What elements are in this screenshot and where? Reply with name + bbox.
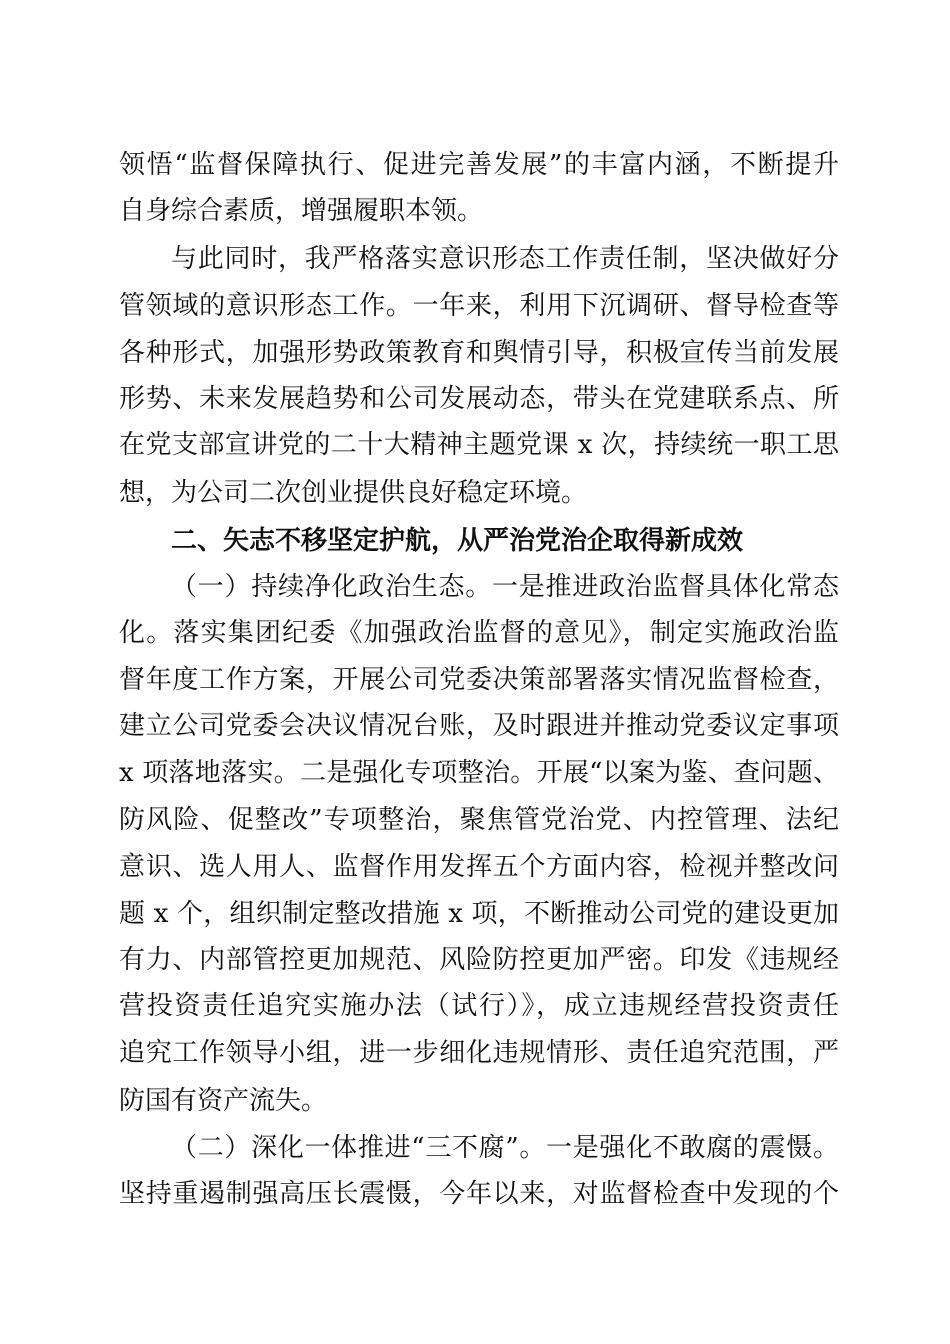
text-line: 领悟“监督保障执行、促进完善发展”的丰富内涵，不断提升: [119, 150, 839, 180]
text-line: 意识、选人用人、监督作用发挥五个方面内容，检视并整改问: [119, 852, 839, 882]
text-line: 各种形式，加强形势政策教育和舆情引导，积极宣传当前发展: [119, 338, 839, 368]
text-line: 防国有资产流失。: [119, 1086, 328, 1116]
text-line: 化。落实集团纪委《加强政治监督的意见》，制定实施政治监: [119, 618, 839, 648]
text-line: 防风险、促整改”专项整治，聚焦管党治党、内控管理、法纪: [119, 805, 839, 835]
text-line: 题 x 个，组织制定整改措施 x 项，不断推动公司党的建设更加: [119, 899, 839, 929]
text-line: 管领域的意识形态工作。一年来，利用下沉调研、督导检查等: [119, 291, 839, 321]
text-line: 在党支部宣讲党的二十大精神主题党课 x 次，持续统一职工思: [119, 430, 839, 460]
text-line: 形势、未来发展趋势和公司发展动态，带头在党建联系点、所: [119, 384, 839, 414]
text-line: 自身综合素质，增强履职本领。: [119, 196, 484, 226]
text-line: 坚持重遏制强高压长震慑，今年以来，对监督检查中发现的个: [119, 1179, 839, 1209]
section-heading: 二、矢志不移坚定护航，从严治党治企取得新成效: [171, 526, 744, 556]
paragraph-start-line: （一）持续净化政治生态。一是推进政治监督具体化常态: [171, 572, 839, 602]
text-line: 追究工作领导小组，进一步细化违规情形、责任追究范围，严: [119, 1038, 839, 1068]
text-line: 督年度工作方案，开展公司党委决策部署落实情况监督检查，: [119, 665, 839, 695]
paragraph-start-line: 与此同时，我严格落实意识形态工作责任制，坚决做好分: [171, 244, 839, 274]
text-line: 建立公司党委会决议情况台账，及时跟进并推动党委议定事项: [119, 711, 839, 741]
text-line: x 项落地落实。二是强化专项整治。开展“以案为鉴、查问题、: [119, 758, 839, 788]
text-line: 营投资责任追究实施办法（试行）》，成立违规经营投资责任: [119, 991, 839, 1021]
paragraph-start-line: （二）深化一体推进“三不腐”。一是强化不敢腐的震慑。: [171, 1133, 839, 1163]
text-line: 想，为公司二次创业提供良好稳定环境。: [119, 478, 588, 508]
text-line: 有力、内部管控更加规范、风险防控更加严密。印发《违规经: [119, 945, 839, 975]
